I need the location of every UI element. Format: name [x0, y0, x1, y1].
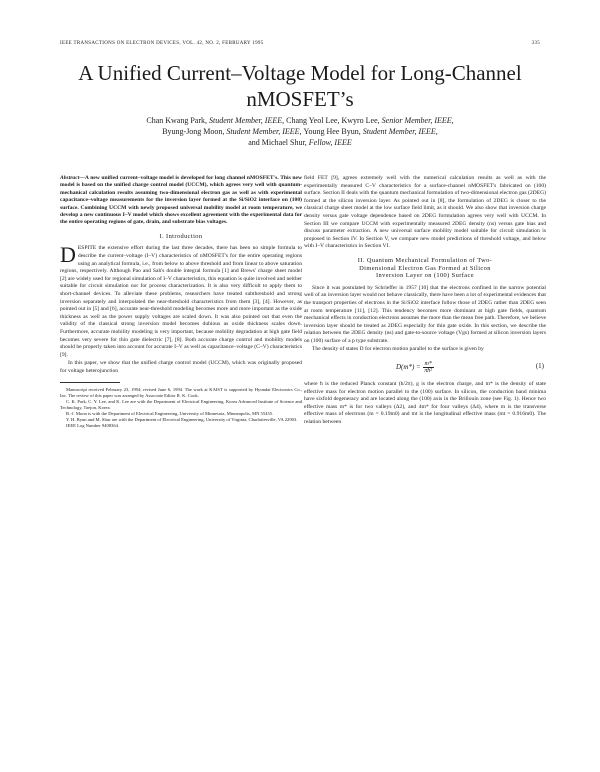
footnote-divider	[60, 382, 120, 383]
footnote-log-number: IEEE Log Number 9408364.	[66, 423, 120, 429]
drop-cap: D	[60, 242, 76, 268]
title-line-2: nMOSFET’s	[246, 87, 354, 111]
right-paragraph-1: field FET [9], agrees extremely well with the numerical calculation results as well as with the experimentally measured C–V characteristics for a surface-channel nMOSFET's fabricated on (100) surface. Section II deals with the quantum mechanical formulation of two-dimensional electron gas (2DEG) formed at the silicon inversion layer. As pointed out in [8], the formulation of 2DEG is closer to the classical charge sheet model at the low surface field limit, as it should. We also show that inversion charge density versus gate voltage dependence based on 2DEG formulation agrees very well with UCCM. In Section III we compare UCCM with experimentally measured 2DEG density (ns) versus gate bias and discuss parameter extraction. A new universal surface mobility model suitable for circuit simulation is proposed in Section IV. In Section V, we compare new model predictions of threshold voltage, and below with I–V characteristics in Section VI.	[304, 175, 546, 250]
author-list	[110, 115, 490, 148]
quantum-paragraph-2: The density of states D for electron motion parallel to the surface is given by	[312, 346, 484, 353]
footnote-manuscript: Manuscript received February 23, 1994; revised June 6, 1994. The work at KAIST is supported by Hyundai Electronics Co., Inc. The review of this paper was arranged by Associate Editor R. K. Cook.	[60, 386, 302, 398]
author-line-1: Chan Kwang Park, Student Member, IEEE, Chang Yeol Lee, Kwyro Lee, Senior Member, IEEE,	[146, 116, 454, 125]
quantum-paragraph-1: Since it was postulated by Schrieffer in 1957 [10] that the electrons confined in the narrow potential well of an inversion layer would not behave classically, there have been a lot of experimental evidences that the transport properties of electrons in the Si/SiO2 interface follow those of 2DEG rather than 2DEG seen at room temperature [11], [12]. This tendency becomes more dominant at high gate fields, quantum mechanical effects in conduction electrons assumes the more than the mean free path. Therefore, we believe inversion layer should be treated as 2DEG especially for thin gate oxide. In this section, we describe the relation between the 2DEG density (ns) and gate-to-source voltage (Vgs) formed at silicon inversion layers on (100) surface of a p type substrate.	[304, 284, 546, 344]
equation-number: (1)	[535, 362, 544, 371]
quantum-paragraph-3: where ħ is the reduced Planck constant (h/2π), g is the electron charge, and m* is the density of state effective mass for electron motion parallel to the (100) surface. In silicon, the conduction band minima have sixfold degeneracy and are located along the (100) axis in the Brillouin zone (see Fig. 1). Hence two effective mass m* is for two valleys (Δ2), and 4m* for four valleys (Δ4), where m is the transverse effective mass of electrons (m = 0.19m0) and mt is the longitudinal effective mass (mt = 0.916m0). The relation between	[304, 381, 546, 426]
footnote-affiliation-1: C. K. Park, C. Y. Lee, and K. Lee are with the Department of Electrical Engineering, Korea Advanced Institute of Science and Technology, Taejon, Korea.	[60, 398, 302, 410]
page-number: 335	[531, 41, 540, 46]
abstract-lead: Abstract—	[60, 175, 85, 181]
intro-paragraph-1: DESPITE the extensive effort during the last three decades, there has been no simple formula to describe the current–voltage (I–V) characteristics of nMOSFET's for the entire operating regions using an analytical formula, i.e., from below to above threshold and from linear to above saturation regions, respectively. Although Pao and Sah's double integral formula [1] and Brews' charge sheet model [2] are widely used for regional simulation of I–V characteristics, this equation is quite involved and neither suitable for circuit simulation nor for process characterization. It is also very difficult to apply them to short-channel devices. To alleviate these problems, researchers have treated subthreshold and strong inversion separately and interpolated the near-threshold characteristics from them [3], [4]. However, as pointed out in [5] and [6], accurate near-threshold modeling becomes more and more important as the oxide thickness as well as the power supply voltages are scaled down. It was also pointed out that even the validity of the classical strong inversion model becomes dubious as oxide thickness scales down. Furthermore, accurate mobility modeling is very important, because mobility degradation at high gate field becomes very severe for thin gate dielectric [7], [8]. Both accurate charge control and mobility models should be properly taken into account for accurate I–V as well as capacitance–voltage (C–V) characteristics [9].	[60, 242, 302, 358]
paper-title	[40, 60, 560, 112]
equation-body: D(m*) = $\frac{m*}{\text{πħ²}}$	[396, 361, 433, 375]
intro-paragraph-2: In this paper, we show that the unified charge control model (UCCM), which was originally proposed for voltage heterojunction	[60, 360, 302, 374]
section-heading-introduction: I. Introduction	[159, 232, 203, 240]
abstract-text: A new unified current–voltage model is developed for long channel nMOSFET's. This new model is based on the unified charge control model (UCCM), which agrees very well with quantum-mechanical calculation results assuming two-dimensional electron gas as well as with experimental capacitance–voltage measurements for the inversion layer formed at the Si/SiO2 interface on (100) surface. Combining UCCM with newly proposed universal mobility model at room temperature, we develop a new continuous I–V model which shows excellent agreement with the experimental data for the entire operating regions of gate, drain, and substrate bias voltages.	[60, 175, 302, 226]
left-column	[60, 175, 302, 429]
section-heading-quantum: II. Quantum Mechanical Formulation of Two- Dimensional Electron Gas Formed at Silicon Inversion Layer on (100) Surface	[357, 256, 493, 280]
equation-fraction: $\frac{m*}{\text{πħ²}}$	[424, 361, 433, 375]
title-line-1: A Unified Current–Voltage Model for Long-Channel	[78, 61, 522, 85]
right-column	[304, 175, 546, 428]
author-line-3: and Michael Shur, Fellow, IEEE	[248, 138, 352, 147]
footnote-affiliation-3: Y. H. Byun and M. Shur are with the Department of Electrical Engineering, University of Virginia, Charlottesville, VA 22903.	[66, 417, 298, 422]
footnote-affiliation-2: B.-J. Moon is with the Department of Electrical Engineering, University of Minnesota, Minneapolis, MN 55455.	[66, 410, 274, 416]
author-line-2: Byung-Jong Moon, Student Member, IEEE, Young Hee Byun, Student Member, IEEE,	[162, 127, 438, 136]
running-header	[60, 41, 540, 51]
abstract	[60, 175, 302, 227]
journal-header: IEEE TRANSACTIONS ON ELECTRON DEVICES, VOL. 42, NO. 2, FEBRUARY 1995	[60, 41, 264, 46]
equation-1	[304, 358, 546, 376]
